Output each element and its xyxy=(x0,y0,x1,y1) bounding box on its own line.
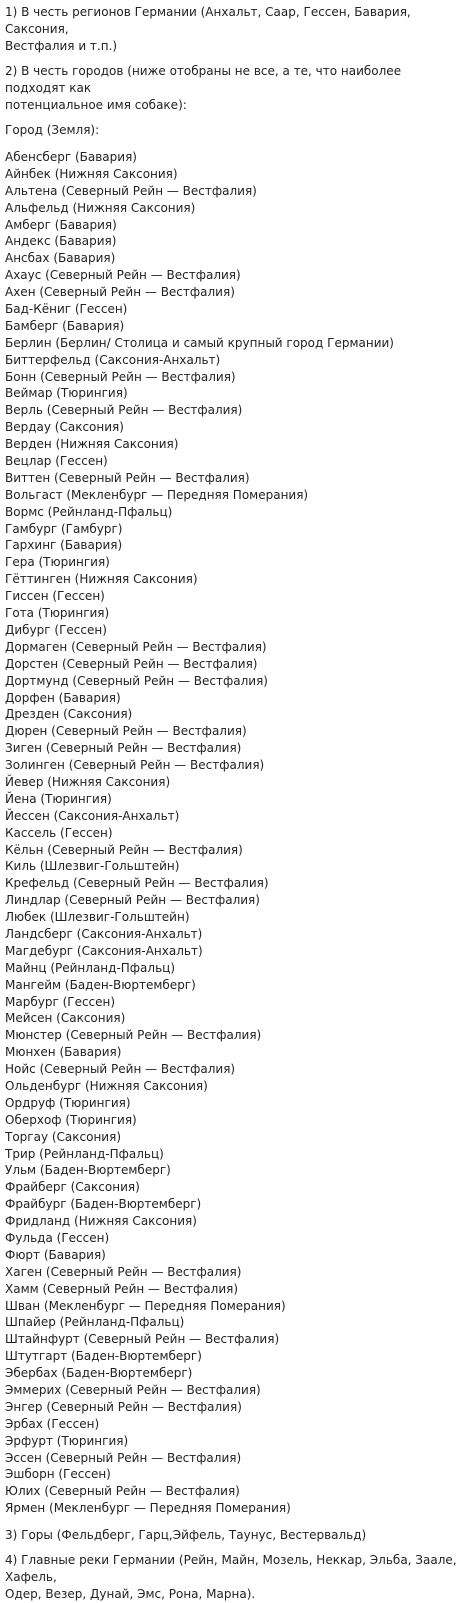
list-item: Вецлар (Гессен) xyxy=(5,454,108,469)
list-item: Шпайер (Рейнланд-Пфальц) xyxy=(5,1315,185,1330)
list-item: Биттерфельд (Саксония-Анхальт) xyxy=(5,352,221,367)
list-item: Мюнхен (Бавария) xyxy=(5,1045,122,1060)
list-item: Торгау (Саксония) xyxy=(5,1129,122,1144)
paragraph-cities xyxy=(5,63,462,114)
list-item: Дорфен (Бавария) xyxy=(5,690,121,705)
list-item: Оберхоф (Тюрингия) xyxy=(5,1112,137,1127)
list-item: Зиген (Северный Рейн — Вестфалия) xyxy=(5,741,242,756)
list-item: Бонн (Северный Рейн — Вестфалия) xyxy=(5,369,236,384)
list-item: Трир (Рейнланд-Пфальц) xyxy=(5,1146,164,1161)
list-item: Альфельд (Нижняя Саксония) xyxy=(5,200,196,215)
list-item: Юлих (Северный Рейн — Вестфалия) xyxy=(5,1484,240,1499)
list-item: Ульм (Баден-Вюртемберг) xyxy=(5,1163,171,1178)
list-item: Виттен (Северный Рейн — Вестфалия) xyxy=(5,470,250,485)
list-item: Фрайберг (Саксония) xyxy=(5,1180,140,1195)
list-item: Мангейм (Баден-Вюртемберг) xyxy=(5,977,196,992)
list-item: Йессен (Саксония-Анхальт) xyxy=(5,808,180,823)
list-item: Штутгарт (Баден-Вюртемберг) xyxy=(5,1349,202,1364)
list-item: Ярмен (Мекленбург — Передняя Померания) xyxy=(5,1501,291,1516)
list-item: Дюрен (Северный Рейн — Вестфалия) xyxy=(5,724,247,739)
list-item: Вормс (Рейнланд-Пфальц) xyxy=(5,504,173,519)
list-item: Эрфурт (Тюрингия) xyxy=(5,1433,129,1448)
list-item: Дормаген (Северный Рейн — Вестфалия) xyxy=(5,639,267,654)
list-item: Эссен (Северный Рейн — Вестфалия) xyxy=(5,1450,242,1465)
list-item: Ольденбург (Нижняя Саксония) xyxy=(5,1078,208,1093)
list-item: Линдлар (Северный Рейн — Вестфалия) xyxy=(5,893,260,908)
list-item: Бад-Кёниг (Гессен) xyxy=(5,302,128,317)
paragraph-rivers-line-2: Одер, Везер, Дунай, Эмс, Рона, Марна). xyxy=(5,1587,256,1602)
list-item: Айнбек (Нижняя Саксония) xyxy=(5,166,178,181)
paragraph-cities-line-2: потенциальное имя собаке): xyxy=(5,98,187,112)
list-item: Вольгаст (Мекленбург — Передняя Померания) xyxy=(5,487,309,502)
list-item: Гамбург (Гамбург) xyxy=(5,521,123,536)
list-item: Гота (Тюрингия) xyxy=(5,606,110,621)
list-item: Гиссен (Гессен) xyxy=(5,589,105,604)
list-item: Мюнстер (Северный Рейн — Вестфалия) xyxy=(5,1028,262,1043)
list-item: Хаген (Северный Рейн — Вестфалия) xyxy=(5,1264,242,1279)
paragraph-mountains: 3) Горы (Фельдберг, Гарц,Эйфель, Таунус, Вестервальд) xyxy=(5,1528,367,1543)
list-item: Эшборн (Гессен) xyxy=(5,1467,111,1482)
list-item: Верль (Северный Рейн — Вестфалия) xyxy=(5,403,243,418)
list-item: Дибург (Гессен) xyxy=(5,622,107,637)
list-item: Йевер (Нижняя Саксония) xyxy=(5,774,171,789)
list-item: Мейсен (Саксония) xyxy=(5,1011,126,1026)
list-item: Ахаус (Северный Рейн — Вестфалия) xyxy=(5,268,241,283)
list-item: Ахен (Северный Рейн — Вестфалия) xyxy=(5,285,235,300)
paragraph-regions-line-1: 1) В честь регионов Германии (Анхальт, Саар, Гессен, Бавария, Саксония, xyxy=(5,5,411,36)
list-item: Дорстен (Северный Рейн — Вестфалия) xyxy=(5,656,258,671)
list-item: Эбербах (Баден-Вюртемберг) xyxy=(5,1366,193,1381)
list-item: Верден (Нижняя Саксония) xyxy=(5,437,179,452)
paragraph-regions xyxy=(5,4,462,55)
list-item: Штайнфурт (Северный Рейн — Вестфалия) xyxy=(5,1332,280,1347)
paragraph-cities-line-1: 2) В честь городов (ниже отобраны не все, а те, что наиболее подходят как xyxy=(5,64,402,95)
list-item: Кассель (Гессен) xyxy=(5,825,113,840)
list-item: Марбург (Гессен) xyxy=(5,994,116,1009)
list-item: Энгер (Северный Рейн — Вестфалия) xyxy=(5,1399,242,1414)
list-item: Эммерих (Северный Рейн — Вестфалия) xyxy=(5,1383,261,1398)
list-item: Амберг (Бавария) xyxy=(5,217,117,232)
list-item: Берлин (Берлин/ Столица и самый крупный город Германии) xyxy=(5,335,394,350)
list-item: Фрайбург (Баден-Вюртемберг) xyxy=(5,1197,202,1212)
list-item: Дрезден (Саксония) xyxy=(5,707,133,722)
list-item: Кёльн (Северный Рейн — Вестфалия) xyxy=(5,842,243,857)
list-item: Ансбах (Бавария) xyxy=(5,251,116,266)
list-item: Киль (Шлезвиг-Гольштейн) xyxy=(5,859,180,874)
paragraph-regions-line-2: Вестфалия и т.п.) xyxy=(5,39,118,53)
list-item: Фульда (Гессен) xyxy=(5,1231,110,1245)
list-item: Майнц (Рейнланд-Пфальц) xyxy=(5,960,176,975)
list-item: Эрбах (Гессен) xyxy=(5,1416,100,1431)
list-item: Бамберг (Бавария) xyxy=(5,318,125,333)
list-item: Хамм (Северный Рейн — Вестфалия) xyxy=(5,1281,239,1296)
city-list xyxy=(5,149,462,1517)
list-item: Гера (Тюрингия) xyxy=(5,555,110,570)
list-item: Крефельд (Северный Рейн — Вестфалия) xyxy=(5,876,269,891)
list-item: Вердау (Саксония) xyxy=(5,420,124,435)
paragraph-rivers-line-1: 4) Главные реки Германии (Рейн, Майн, Мозель, Неккар, Эльба, Заале, Хафель, xyxy=(5,1553,457,1585)
list-heading: Город (Земля): xyxy=(5,123,100,137)
list-item: Дортмунд (Северный Рейн — Вестфалия) xyxy=(5,673,268,688)
list-item: Фридланд (Нижняя Саксония) xyxy=(5,1214,197,1229)
paragraph-rivers xyxy=(5,1552,462,1603)
list-item: Гархинг (Бавария) xyxy=(5,538,123,553)
list-item: Ландсберг (Саксония-Анхальт) xyxy=(5,926,203,941)
list-item: Абенсберг (Бавария) xyxy=(5,150,137,164)
list-item: Любек (Шлезвиг-Гольштейн) xyxy=(5,910,190,925)
list-item: Йена (Тюрингия) xyxy=(5,791,112,806)
list-item: Фюрт (Бавария) xyxy=(5,1247,106,1262)
list-item: Альтена (Северный Рейн — Вестфалия) xyxy=(5,183,257,198)
list-item: Веймар (Тюрингия) xyxy=(5,386,128,401)
list-item: Золинген (Северный Рейн — Вестфалия) xyxy=(5,758,265,773)
list-item: Нойс (Северный Рейн — Вестфалия) xyxy=(5,1062,236,1077)
list-item: Магдебург (Саксония-Анхальт) xyxy=(5,943,203,958)
list-item: Ордруф (Тюрингия) xyxy=(5,1095,131,1110)
list-item: Гёттинген (Нижняя Саксония) xyxy=(5,572,198,587)
list-item: Андекс (Бавария) xyxy=(5,234,117,249)
list-item: Шван (Мекленбург — Передняя Померания) xyxy=(5,1298,286,1313)
